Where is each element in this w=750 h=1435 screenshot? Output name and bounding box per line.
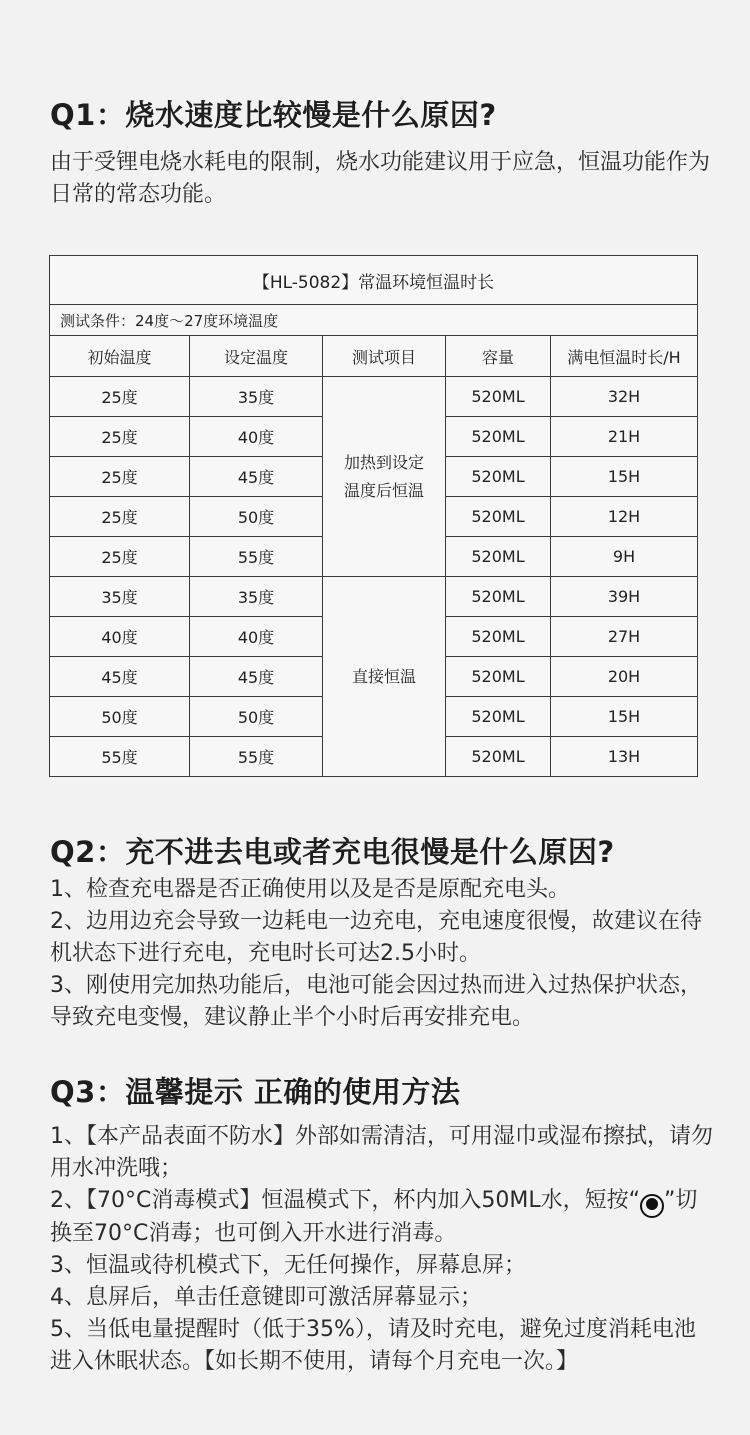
q3-item-2: [50, 1185, 715, 1250]
q2-answer: [50, 874, 710, 1034]
cell-initial-temp: 55度: [50, 737, 190, 777]
cell-initial-temp: 25度: [50, 377, 190, 417]
q3-answer: [50, 1121, 715, 1378]
q1-answer: [50, 147, 710, 211]
cell-initial-temp: 45度: [50, 657, 190, 697]
cell-initial-temp: 25度: [50, 417, 190, 457]
table-title: 【HL-5082】常温环境恒温时长: [50, 256, 698, 305]
cell-initial-temp: 50度: [50, 697, 190, 737]
q2-title: Q2：充不进去电或者充电很慢是什么原因?: [50, 835, 615, 869]
cell-duration: 13H: [551, 737, 698, 777]
cell-initial-temp: 25度: [50, 497, 190, 537]
header-test-item: 测试项目: [323, 336, 446, 377]
cell-initial-temp: 25度: [50, 537, 190, 577]
cell-set-temp: 55度: [190, 737, 323, 777]
spec-table: [49, 255, 698, 777]
table-header-row: [50, 336, 698, 377]
q2-item-1: 1、检查充电器是否正确使用以及是否是原配充电头。: [50, 877, 570, 902]
q3-item-3: 3、恒温或待机模式下，无任何操作，屏幕息屏；: [50, 1253, 526, 1278]
cell-capacity: 520ML: [446, 497, 551, 537]
cell-set-temp: 45度: [190, 657, 323, 697]
q1-answer-text: 由于受锂电烧水耗电的限制，烧水功能建议用于应急，恒温功能作为日常的常态功能。: [50, 150, 711, 207]
cell-capacity: 520ML: [446, 577, 551, 617]
q3-item-4: 4、息屏后，单击任意键即可激活屏幕显示；: [50, 1285, 482, 1310]
cell-capacity: 520ML: [446, 377, 551, 417]
cell-set-temp: 40度: [190, 617, 323, 657]
table-condition: 测试条件：24度～27度环境温度: [50, 305, 698, 336]
q1-title: Q1：烧水速度比较慢是什么原因?: [50, 98, 497, 132]
cell-capacity: 520ML: [446, 697, 551, 737]
q3-title: Q3：温馨提示 正确的使用方法: [50, 1075, 461, 1109]
cell-set-temp: 45度: [190, 457, 323, 497]
cell-duration: 15H: [551, 697, 698, 737]
power-button-icon: [640, 1194, 664, 1218]
table-row: [50, 577, 698, 617]
header-capacity: 容量: [446, 336, 551, 377]
cell-duration: 20H: [551, 657, 698, 697]
cell-duration: 32H: [551, 377, 698, 417]
cell-set-temp: 50度: [190, 697, 323, 737]
header-duration: 满电恒温时长/H: [551, 336, 698, 377]
q3-item-2-post: ”切换至70°C消毒；也可倒入开水进行消毒。: [50, 1188, 698, 1246]
cell-duration: 12H: [551, 497, 698, 537]
cell-set-temp: 50度: [190, 497, 323, 537]
cell-capacity: 520ML: [446, 537, 551, 577]
cell-set-temp: 55度: [190, 537, 323, 577]
cell-test-item-heat: 加热到设定 温度后恒温: [323, 377, 446, 577]
cell-capacity: 520ML: [446, 457, 551, 497]
cell-set-temp: 35度: [190, 377, 323, 417]
cell-initial-temp: 25度: [50, 457, 190, 497]
cell-set-temp: 35度: [190, 577, 323, 617]
cell-capacity: 520ML: [446, 737, 551, 777]
cell-initial-temp: 35度: [50, 577, 190, 617]
cell-duration: 21H: [551, 417, 698, 457]
cell-capacity: 520ML: [446, 617, 551, 657]
cell-capacity: 520ML: [446, 417, 551, 457]
q3-item-5: 5、当低电量提醒时（低于35%），请及时充电，避免过度消耗电池进入休眠状态。【如长期不使用，请每个月充电一次。】: [50, 1317, 696, 1374]
cell-capacity: 520ML: [446, 657, 551, 697]
cell-duration: 9H: [551, 537, 698, 577]
cell-duration: 39H: [551, 577, 698, 617]
table-row: [50, 377, 698, 417]
header-initial-temp: 初始温度: [50, 336, 190, 377]
cell-set-temp: 40度: [190, 417, 323, 457]
header-set-temp: 设定温度: [190, 336, 323, 377]
cell-duration: 27H: [551, 617, 698, 657]
q2-item-2: 2、边用边充会导致一边耗电一边充电，充电速度很慢，故建议在待机状态下进行充电，充电时长可达2.5小时。: [50, 909, 702, 966]
cell-initial-temp: 40度: [50, 617, 190, 657]
q2-item-3: 3、刚使用完加热功能后，电池可能会因过热而进入过热保护状态，导致充电变慢，建议静止半个小时后再安排充电。: [50, 973, 702, 1030]
cell-test-item-direct: 直接恒温: [323, 577, 446, 777]
q3-item-1: 1、【本产品表面不防水】外部如需清洁，可用湿巾或湿布擦拭，请勿用水冲洗哦；: [50, 1124, 713, 1181]
q3-item-2-pre: 2、【70°C消毒模式】恒温模式下，杯内加入50ML水，短按“: [50, 1188, 640, 1213]
cell-duration: 15H: [551, 457, 698, 497]
